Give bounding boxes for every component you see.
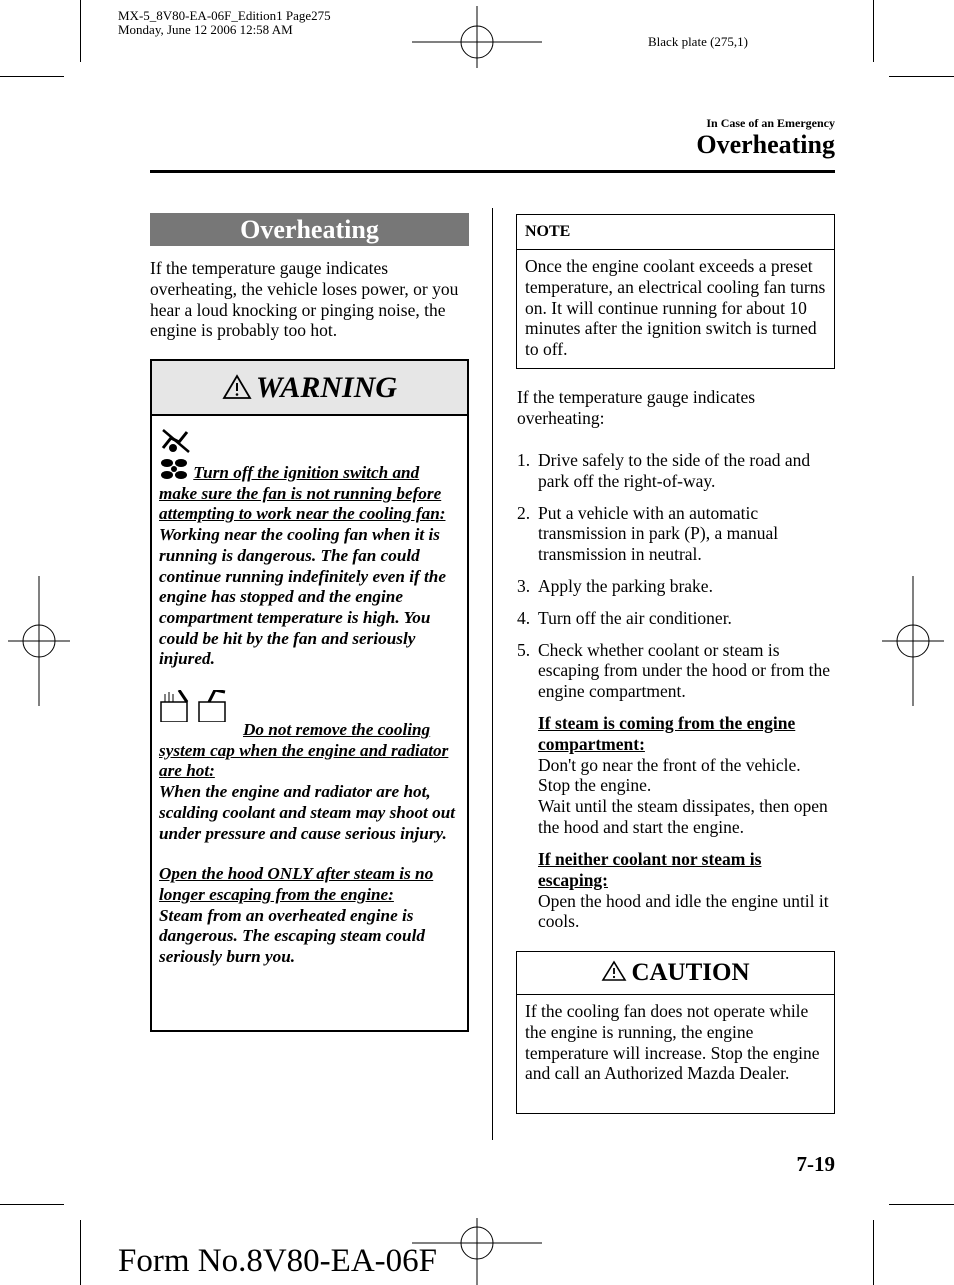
cap-warning-body: When the engine and radiator are hot, scalding coolant and steam may shoot out under pressure and cause serious injury.	[159, 782, 456, 843]
caution-box	[516, 951, 835, 1114]
procedure-step	[517, 608, 835, 629]
print-file-line: MX-5_8V80-EA-06F_Edition1 Page275	[118, 8, 331, 23]
hood-warning-heading: Open the hood ONLY after steam is no longer escaping from the engine:	[159, 864, 434, 904]
steam-case-heading: If steam is coming from the engine compartment:	[538, 713, 796, 754]
print-date-line: Monday, June 12 2006 12:58 AM	[118, 22, 293, 37]
form-number: Form No.8V80-EA-06F	[118, 1243, 437, 1279]
section-heading	[150, 213, 469, 246]
fan-warning-heading: Turn off the ignition switch and make sure the fan is not running before attempting to work near the cooling fan:	[159, 463, 446, 524]
warning-content	[152, 416, 467, 968]
running-header-chapter: In Case of an Emergency	[706, 116, 835, 130]
column-divider	[492, 208, 493, 1140]
radiator-cap-hot-icon	[159, 690, 239, 722]
intro-paragraph: If the temperature gauge indicates overheating, the vehicle loses power, or you hear a loud knocking or pinging noise, the engine is probably too hot.	[150, 258, 459, 341]
hood-warning-body: Steam from an overheated engine is dangerous. The escaping steam could seriously burn you.	[159, 905, 425, 967]
caution-title: CAUTION	[631, 959, 750, 986]
crop-mark	[80, 0, 81, 62]
procedure-step	[517, 450, 835, 492]
registration-mark-top	[412, 6, 542, 68]
step-text: Check whether coolant or steam is escaping from under the hood or from the engine compartment.	[538, 639, 831, 702]
print-plate: Black plate (275,1)	[648, 34, 748, 49]
running-header-title: Overheating	[696, 130, 835, 159]
procedure-intro: If the temperature gauge indicates overheating:	[517, 387, 756, 428]
step-number: 2.	[517, 502, 531, 523]
warning-header	[152, 361, 467, 416]
registration-mark-right	[882, 576, 944, 706]
procedure-step	[517, 640, 835, 702]
caution-header	[517, 952, 834, 995]
registration-mark-left	[8, 576, 70, 706]
procedure-step	[517, 576, 835, 597]
step-number: 5.	[517, 639, 531, 660]
steam-case-line: Don't go near the front of the vehicle.	[538, 754, 801, 775]
cap-icons	[159, 690, 459, 720]
step-number: 3.	[517, 575, 531, 596]
no-steam-case-heading: If neither coolant nor steam is escaping:	[538, 849, 762, 890]
header-rule	[150, 170, 835, 173]
crop-mark	[873, 1220, 874, 1285]
crop-mark	[80, 1220, 81, 1285]
note-body: Once the engine coolant exceeds a preset temperature, an electrical cooling fan turns on. It will continue running for about 10 minutes after the ignition switch is turned to off.	[525, 256, 826, 360]
caution-triangle-icon	[601, 960, 627, 982]
step-text: Drive safely to the side of the road and park off the right-of-way.	[538, 450, 811, 491]
crop-mark	[0, 76, 64, 77]
step-text: Put a vehicle with an automatic transmission in park (P), a manual transmission in neutral.	[538, 502, 779, 565]
cap-warning	[159, 720, 459, 844]
step-text: Turn off the air conditioner.	[538, 607, 732, 628]
step-text: Apply the parking brake.	[538, 575, 713, 596]
fan-warning-body: Working near the cooling fan when it is running is dangerous. The fan could continue running indefinitely even if the engine has stopped and the engine compartment temperature is high. You could be hit by the fan and seriously injured.	[159, 525, 446, 669]
crop-mark	[889, 76, 954, 77]
steam-case-line: Wait until the steam dissipates, then open the hood and start the engine.	[538, 796, 828, 837]
cap-warning-heading: Do not remove the cooling system cap when the engine and radiator are hot:	[159, 720, 449, 781]
procedure-steps	[517, 450, 835, 713]
section-heading-text: Overheating	[240, 215, 379, 244]
note-title: NOTE	[517, 215, 834, 250]
hood-warning	[159, 864, 459, 968]
caution-body: If the cooling fan does not operate while the engine is running, the engine temperature will increase. Stop the engine and call an Authorized Mazda Dealer.	[525, 1001, 820, 1084]
warning-title: WARNING	[255, 371, 398, 404]
page-number: 7-19	[796, 1152, 835, 1176]
warning-box	[150, 359, 469, 1032]
crop-mark	[873, 0, 874, 62]
fan-warning	[159, 456, 459, 670]
no-steam-case	[538, 849, 835, 932]
fan-icons	[159, 426, 459, 456]
step-number: 1.	[517, 450, 531, 470]
steam-case-line: Stop the engine.	[538, 775, 652, 796]
crop-mark	[889, 1204, 954, 1205]
note-box	[516, 214, 835, 369]
no-steam-case-body: Open the hood and idle the engine until it cools.	[538, 890, 829, 932]
step-number: 4.	[517, 607, 531, 628]
fan-icon	[159, 456, 189, 482]
warning-triangle-icon	[222, 374, 252, 400]
steam-case	[538, 713, 835, 838]
crop-mark	[0, 1204, 64, 1205]
procedure-step	[517, 503, 835, 565]
no-hand-fan-icon	[159, 426, 193, 454]
